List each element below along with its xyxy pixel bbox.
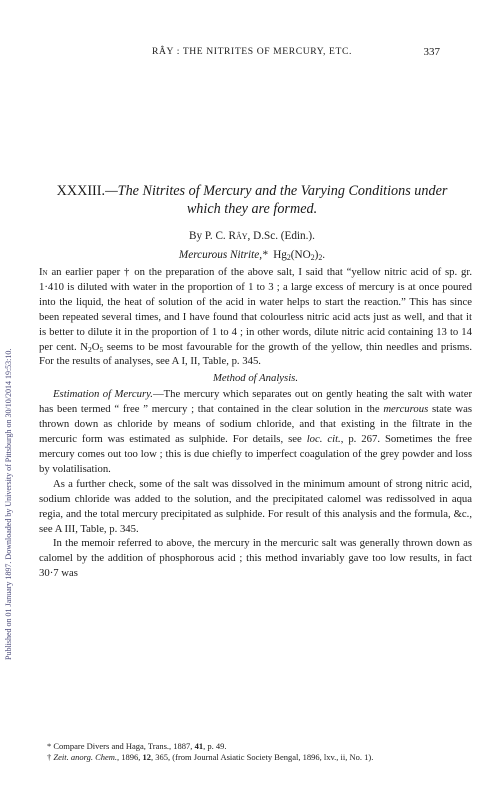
formula-subscript: 5	[99, 344, 104, 354]
paragraph-text: , p. 267. Sometimes the free mercury comes out too low ; this is due chiefly to imperfect coagulation of the grey powder and loss by volatilisation.	[39, 433, 472, 475]
run-in-heading: Estimation of Mercury.	[53, 388, 153, 401]
author-byline	[40, 230, 464, 242]
paragraph-text: —The mercury which separates out on gently heating the salt with water has been termed “ free ” mercury ; that contained in the clear solution in the	[39, 388, 473, 416]
compound-name: Mercurous Nitrite,*	[178, 249, 268, 261]
formula-subscript: 2	[310, 253, 315, 262]
formula-part: )	[314, 249, 319, 261]
page-number: 337	[423, 46, 440, 58]
section-heading: Method of Analysis.	[213, 372, 298, 385]
paragraph-memoir: In the memoir referred to above, the mercury in the mercuric salt was generally thrown down as calomel by the addition of phosphorous acid ; this method invariably gave too low results, in fact 30·7 was	[39, 537, 472, 580]
running-head	[64, 46, 440, 60]
paragraph-text: O	[91, 340, 100, 353]
author-degree: , D.Sc. (Edin.).	[247, 230, 315, 242]
formula-end: .	[322, 249, 326, 261]
paragraph-text: an earlier paper † on the preparation of the above salt, I said that “yellow nitric acid of sp. gr. 1·410 is diluted with water in the proportion of 1 to 3 ; a large excess of mercury is at once poured into the liquid, the heat of solution of the acid in water helps to start the reaction.” This has since been repeated several times, and I have found that colourless nitric acid acts just as well, and that it is better to dilute it in the proportion of 1 to 4 ; in other words, dilute nitric acid containing 13 to 14 per cent. N	[39, 266, 472, 353]
footnotes	[39, 741, 472, 764]
paragraph-further-check: As a further check, some of the salt was dissolved in the minimum amount of strong nitric acid, sodium chloride was added to the solution, and the precipitated calomel was redissolved in aqua regia, and the total mercury precipitated as sulphide. For result of this analysis and the formula, &c., see A III, Table, p. 345.	[39, 477, 472, 535]
paragraph-text: state was thrown down as chloride by means of sodium chloride, and that existing in the filtrate in the mercuric form was estimated as sulphide. For details, see	[39, 403, 472, 446]
download-watermark: Published on 01 January 1897. Downloaded by University of Pittsburgh on 30/10/2014 19:53:10.	[4, 348, 13, 660]
footnote-2	[47, 752, 472, 763]
footnote-text: , 365, (from Journal Asiatic Society Bengal, 1896, lxv., ii, No. 1).	[151, 752, 374, 763]
running-head-title: RÂY : THE NITRITES OF MERCURY, ETC.	[152, 46, 352, 57]
paragraph-estimation	[39, 387, 472, 476]
article-title	[40, 182, 464, 218]
footnote-text: , 1896,	[117, 752, 143, 763]
author-name-end: y	[241, 230, 248, 242]
formula-subscript: 2	[286, 253, 291, 262]
article-number: XXXIII.	[56, 183, 106, 199]
footnote-text: , p. 49.	[203, 741, 227, 751]
byline-prefix: By P. C.	[189, 230, 229, 242]
paragraph-intro	[39, 265, 472, 369]
lead-in: In	[39, 266, 48, 278]
author-name: Râ	[228, 230, 242, 242]
journal-name: Zeit. anorg. Chem.	[53, 752, 118, 763]
article-title-text: —The Nitrites of Mercury and the Varying Conditions under which they are formed.	[105, 183, 448, 217]
volume-number: 12	[142, 752, 152, 763]
compound-heading	[40, 249, 464, 261]
formula-subscript: 2	[88, 344, 92, 354]
formula-part: Hg	[273, 249, 287, 261]
footnote-text: * Compare Divers and Haga, Trans., 1887,	[47, 741, 195, 751]
emphasis: mercurous	[383, 403, 429, 416]
footnote-1	[47, 741, 472, 752]
formula-part: (NO	[290, 249, 311, 261]
volume-number: 41	[194, 741, 204, 751]
paragraph-text: seems to be most favourable for the growth of the yellow, thin needles and prisms. For the results of analyses, see A I, II, Table, p. 345.	[39, 340, 472, 368]
article-body	[39, 265, 472, 581]
footnote-text: †	[47, 752, 54, 763]
formula-subscript: 2	[318, 253, 323, 262]
emphasis: loc. cit.	[306, 433, 341, 446]
